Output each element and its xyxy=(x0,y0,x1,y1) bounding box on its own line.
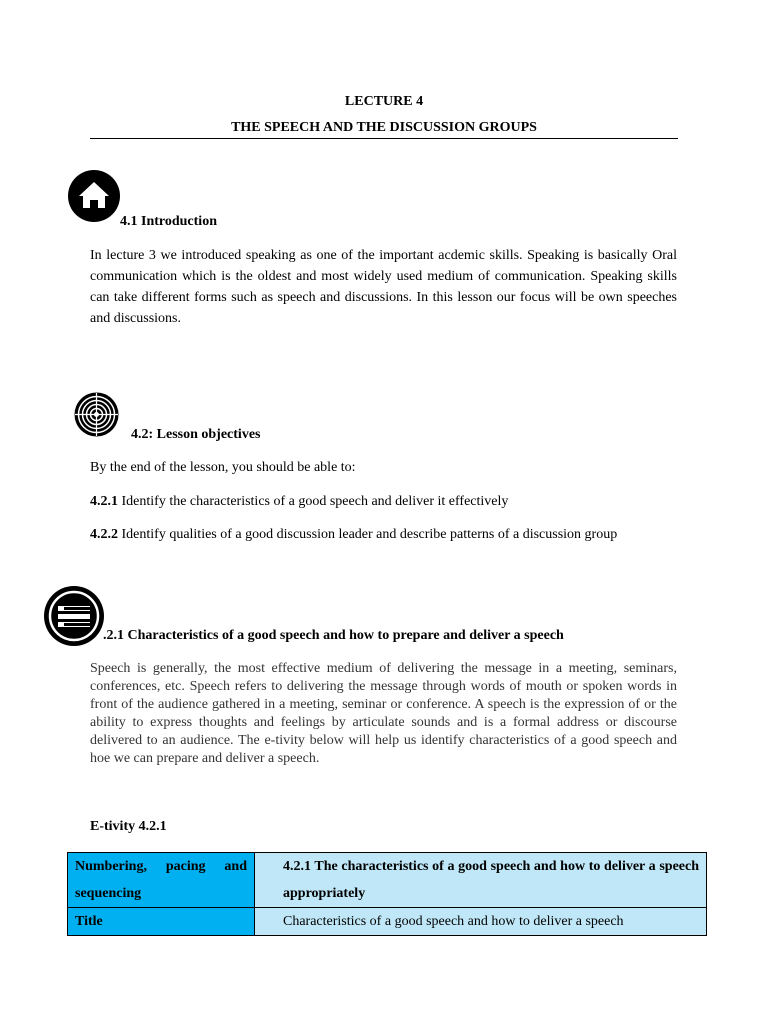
home-icon xyxy=(68,170,120,222)
etivity-heading: E-tivity 4.2.1 xyxy=(90,819,167,834)
objectives-lead: By the end of the lesson, you should be able to: xyxy=(90,460,356,475)
intro-paragraph: In lecture 3 we introduced speaking as one of the important acdemic skills. Speaking is basically Oral communication which is the oldest and most widely used medium of communication. Speaking skills can take different forms such as speech and discussions. In this lesson our focus will be own speeches and discussions. xyxy=(90,248,677,326)
table-value: 4.2.1 The characteristics of a good speech and how to deliver a speech appropriately xyxy=(255,853,707,908)
section-heading: .2.1 Characteristics of a good speech and how to prepare and deliver a speech xyxy=(103,628,564,643)
list-icon xyxy=(44,586,104,646)
etivity-table xyxy=(67,852,707,936)
lecture-number: LECTURE 4 xyxy=(344,94,424,109)
table-row xyxy=(68,908,707,936)
objective-number: 4.2.2 xyxy=(90,527,118,542)
table-row xyxy=(68,853,707,908)
target-icon xyxy=(74,392,119,437)
table-value: Characteristics of a good speech and how to deliver a speech xyxy=(255,908,707,936)
title-underline xyxy=(90,138,678,139)
objective-item xyxy=(90,494,508,510)
section-paragraph: Speech is generally, the most effective medium of delivering the message in a meeting, seminars, conferences, etc. Speech refers to delivering the message through words of mouth or spoken words in front of the audience gathered in a meeting, seminar or conference. A speech is the expression of or the ability to express thoughts and feelings by articulate sounds and is a formal address or discourse delivered to an audience. The e-tivity below will help us identify characteristics of a good speech and hoe we can prepare and deliver a speech. xyxy=(90,661,677,766)
intro-heading: 4.1 Introduction xyxy=(120,214,217,229)
objective-item xyxy=(90,527,617,543)
objective-text: Identify qualities of a good discussion leader and describe patterns of a discussion group xyxy=(118,527,618,542)
lecture-title: THE SPEECH AND THE DISCUSSION GROUPS xyxy=(231,120,537,135)
table-label: Title xyxy=(68,908,255,936)
objectives-heading: 4.2: Lesson objectives xyxy=(131,427,261,442)
objective-number: 4.2.1 xyxy=(90,494,118,509)
table-label: Numbering, pacing and sequencing xyxy=(68,853,255,908)
objective-text: Identify the characteristics of a good speech and deliver it effectively xyxy=(118,494,509,509)
